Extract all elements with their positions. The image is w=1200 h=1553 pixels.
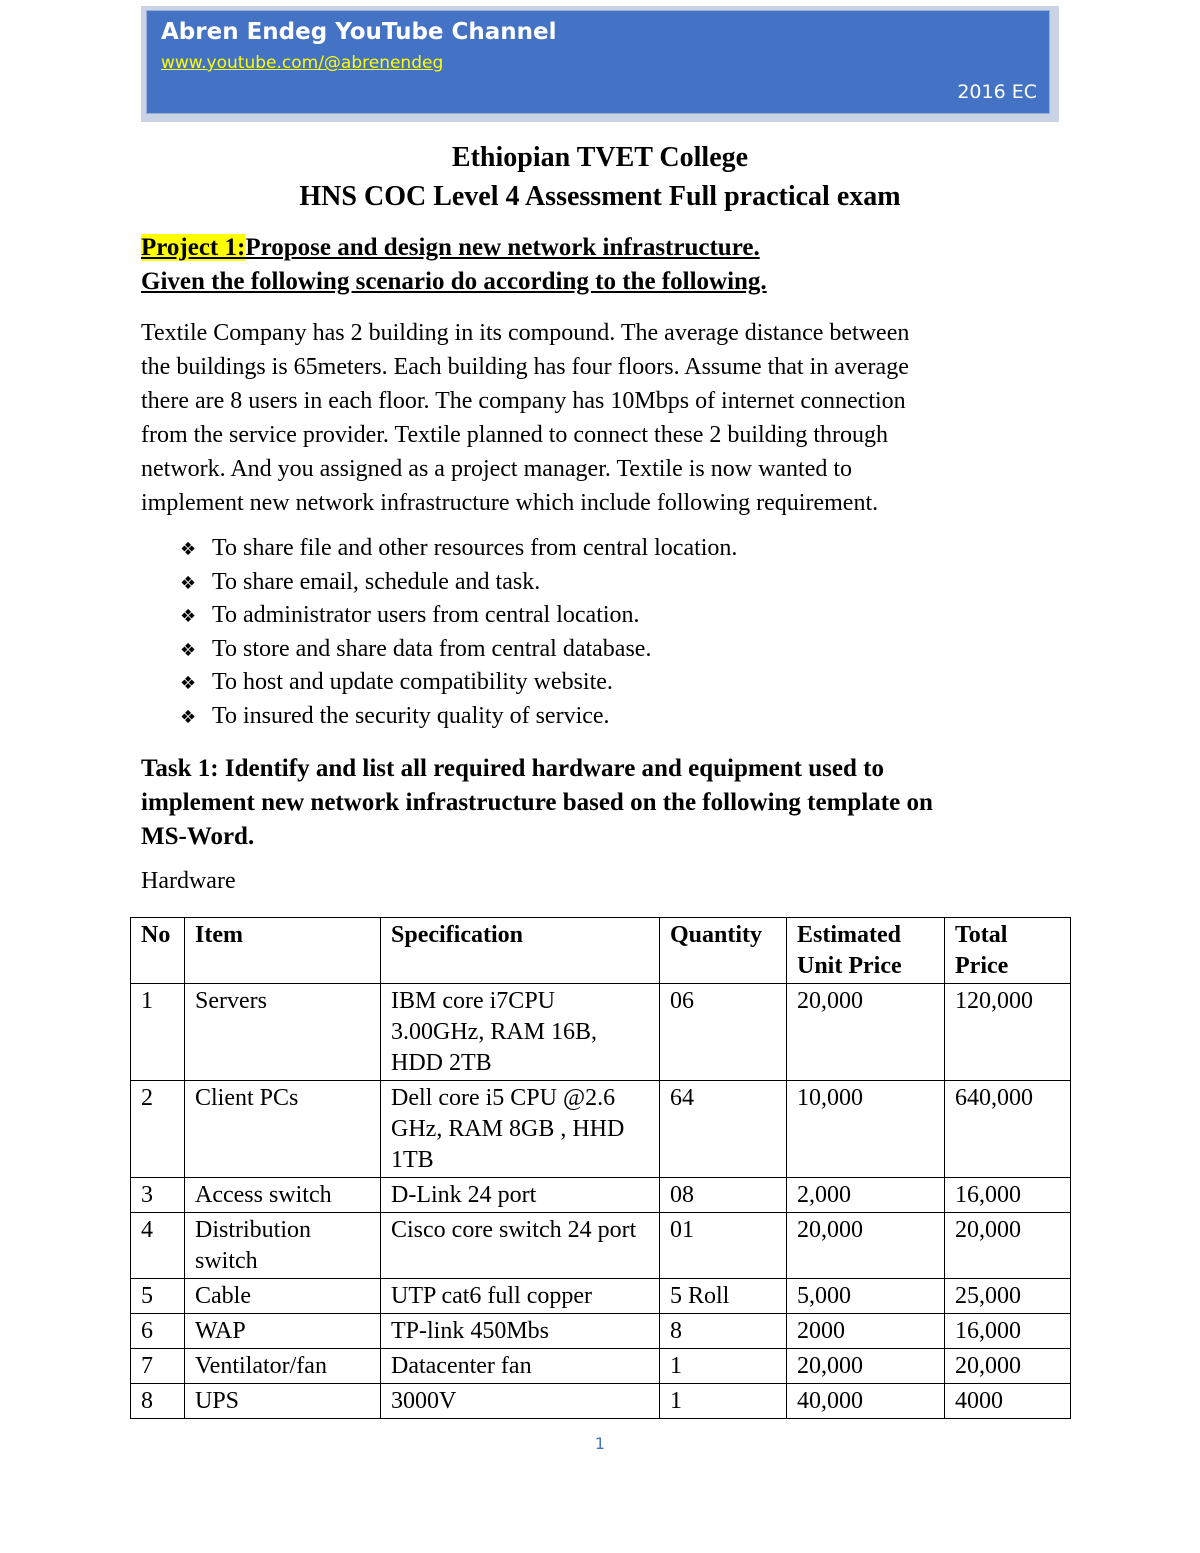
cell-item: UPS [185,1384,381,1419]
header-unit-price: Estimated Unit Price [787,918,945,984]
requirement-text: To share file and other resources from central location. [212,535,738,561]
scenario-paragraph [141,316,1041,520]
cell-no: 7 [131,1349,185,1384]
cell-no: 2 [131,1081,185,1178]
project-label: Project 1: [141,234,246,261]
cell-unit-price: 20,000 [787,1213,945,1279]
cell-total-price: 25,000 [945,1279,1071,1314]
cell-unit-price: 20,000 [787,1349,945,1384]
list-item [180,599,737,633]
table-row [131,1314,1071,1349]
cell-specification: Dell core i5 CPU @2.6 GHz, RAM 8GB , HHD 1TB [381,1081,660,1178]
cell-specification: Datacenter fan [381,1349,660,1384]
scenario-line: there are 8 users in each floor. The company has 10Mbps of internet connection [141,388,906,414]
diamond-bullet-icon: ❖ [180,539,197,560]
project-title: Propose and design new network infrastructure. [245,234,760,261]
banner-year: 2016 EC [957,81,1037,103]
requirements-list [180,532,737,734]
cell-item: WAP [185,1314,381,1349]
table-row [131,1213,1071,1279]
cell-no: 6 [131,1314,185,1349]
cell-item: Servers [185,984,381,1081]
project-instruction: Given the following scenario do according to the following. [141,268,767,295]
cell-unit-price: 2,000 [787,1178,945,1213]
project-heading [141,234,760,262]
cell-specification: D-Link 24 port [381,1178,660,1213]
cell-quantity: 5 Roll [660,1279,787,1314]
cell-unit-price: 20,000 [787,984,945,1081]
cell-specification: Cisco core switch 24 port [381,1213,660,1279]
requirement-text: To store and share data from central database. [212,635,652,662]
cell-specification: UTP cat6 full copper [381,1279,660,1314]
cell-quantity: 64 [660,1081,787,1178]
list-item [180,633,737,667]
cell-item: Distribution switch [185,1213,381,1279]
cell-total-price: 16,000 [945,1178,1071,1213]
diamond-bullet-icon: ❖ [180,706,197,728]
requirement-text: To administrator users from central location. [212,602,640,629]
cell-specification: 3000V [381,1384,660,1419]
cell-no: 3 [131,1178,185,1213]
diamond-bullet-icon: ❖ [180,572,197,594]
channel-banner [146,10,1050,114]
hardware-table [130,917,1071,1419]
scenario-line: implement new network infrastructure which include following requirement. [141,490,879,516]
cell-no: 1 [131,984,185,1081]
header-no: No [131,918,185,984]
header-item: Item [185,918,381,984]
cell-total-price: 20,000 [945,1349,1071,1384]
cell-quantity: 08 [660,1178,787,1213]
header-total-price: Total Price [945,918,1071,984]
task-line: Task 1: Identify and list all required hardware and equipment used to [141,755,884,782]
table-row [131,1349,1071,1384]
cell-unit-price: 5,000 [787,1279,945,1314]
cell-specification: IBM core i7CPU 3.00GHz, RAM 16B, HDD 2TB [381,984,660,1081]
requirement-text: To share email, schedule and task. [212,568,541,595]
list-item [180,532,737,566]
task-line: MS-Word. [141,823,255,850]
cell-unit-price: 10,000 [787,1081,945,1178]
table-row [131,984,1071,1081]
cell-item: Ventilator/fan [185,1349,381,1384]
channel-link[interactable]: www.youtube.com/@abrenendeg [161,53,444,73]
list-item [180,666,737,700]
table-header-row [131,918,1071,984]
cell-item: Client PCs [185,1081,381,1178]
cell-quantity: 1 [660,1349,787,1384]
scenario-line: network. And you assigned as a project manager. Textile is now wanted to [141,456,853,482]
diamond-bullet-icon: ❖ [180,606,197,628]
cell-total-price: 20,000 [945,1213,1071,1279]
list-item [180,700,737,734]
cell-total-price: 16,000 [945,1314,1071,1349]
cell-unit-price: 2000 [787,1314,945,1349]
list-item [180,566,737,600]
scenario-line: the buildings is 65meters. Each building has four floors. Assume that in average [141,354,909,380]
table-row [131,1384,1071,1419]
task-heading [141,752,933,854]
task-line: implement new network infrastructure based on the following template on [141,789,933,816]
cell-specification: TP-link 450Mbs [381,1314,660,1349]
diamond-bullet-icon: ❖ [180,639,197,661]
cell-no: 4 [131,1213,185,1279]
cell-total-price: 640,000 [945,1081,1071,1178]
table-row [131,1279,1071,1314]
cell-quantity: 06 [660,984,787,1081]
cell-no: 5 [131,1279,185,1314]
college-title: Ethiopian TVET College [451,142,749,173]
cell-item: Access switch [185,1178,381,1213]
hardware-label: Hardware [141,868,236,894]
scenario-line: Textile Company has 2 building in its compound. The average distance between [141,320,910,346]
diamond-bullet-icon: ❖ [180,673,197,695]
page-number: 1 [594,1434,606,1453]
header-quantity: Quantity [660,918,787,984]
header-specification: Specification [381,918,660,984]
requirement-text: To insured the security quality of service. [212,702,610,729]
cell-no: 8 [131,1384,185,1419]
requirement-text: To host and update compatibility website. [212,669,613,696]
cell-quantity: 8 [660,1314,787,1349]
exam-title: HNS COC Level 4 Assessment Full practical exam [299,181,901,212]
cell-quantity: 1 [660,1384,787,1419]
banner-title: Abren Endeg YouTube Channel [161,19,557,45]
cell-item: Cable [185,1279,381,1314]
cell-total-price: 4000 [945,1384,1071,1419]
table-row [131,1178,1071,1213]
cell-total-price: 120,000 [945,984,1071,1081]
cell-quantity: 01 [660,1213,787,1279]
scenario-line: from the service provider. Textile planned to connect these 2 building through [141,422,889,448]
cell-unit-price: 40,000 [787,1384,945,1419]
table-row [131,1081,1071,1178]
